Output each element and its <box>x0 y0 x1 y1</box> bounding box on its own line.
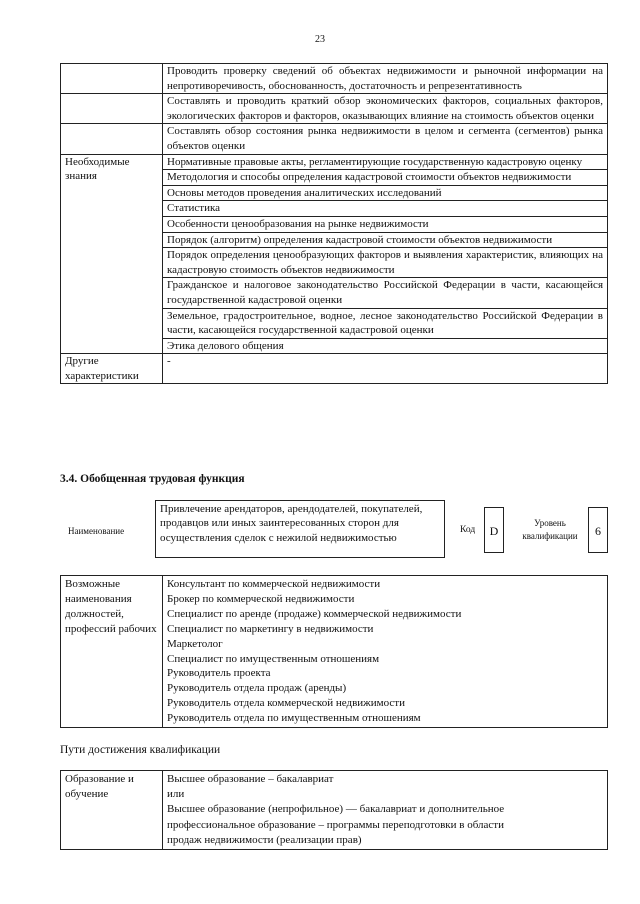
education-line: Высшее образование – бакалавриат <box>167 773 334 785</box>
positions-list <box>163 576 608 728</box>
knowledge-label: Необходимые знания <box>61 154 163 354</box>
list-item: Консультант по коммерческой недвижимости <box>167 578 381 590</box>
knowledge-cell: Этика делового общения <box>163 338 608 354</box>
knowledge-cell: Порядок (алгоритм) определения кадастровой стоимости объектов недвижимости <box>163 232 608 248</box>
knowledge-cell: Нормативные правовые акты, регламентирующие государственную кадастровую оценку <box>163 154 608 170</box>
positions-table <box>60 575 608 728</box>
knowledge-cell: Гражданское и налоговое законодательство Российской Федерации в части, касающейся государственной кадастровой оценки <box>163 278 608 308</box>
education-line: продаж недвижимости (реализации прав) <box>167 833 362 846</box>
list-item: Специалист по маркетингу в недвижимости <box>167 622 374 635</box>
table-row <box>61 771 608 850</box>
code-label: Код <box>460 525 476 535</box>
empty-label-cell <box>61 94 163 124</box>
education-line: профессиональное образование – программы переподготовки в области <box>167 818 504 831</box>
table-row <box>61 94 608 124</box>
list-item: Руководитель отдела по имущественным отношениям <box>167 712 421 725</box>
list-item: Маркетолог <box>167 637 223 650</box>
code-value: D <box>484 507 504 553</box>
list-item: Специалист по аренде (продаже) коммерческой недвижимости <box>167 607 462 620</box>
paths-heading: Пути достижения квалификации <box>60 744 221 756</box>
table-row <box>61 124 608 154</box>
name-label: Наименование <box>68 526 125 536</box>
list-item: Специалист по имущественным отношениям <box>167 652 380 665</box>
other-characteristics-value: - <box>163 354 608 384</box>
list-item: Руководитель отдела коммерческой недвижимости <box>167 697 405 710</box>
positions-label: Возможные наименования должностей, профессий рабочих <box>61 576 163 728</box>
list-item: Руководитель отдела продаж (аренды) <box>167 682 347 695</box>
education-table <box>60 770 608 850</box>
function-name: Привлечение арендаторов, арендодателей, покупателей, продавцов или иных заинтересованных сторон для осуществления сделок с нежилой недвижимостью <box>155 500 445 558</box>
knowledge-cell: Порядок определения ценообразующих факторов и выявления характеристик, влияющих на кадастровую стоимость объектов недвижимости <box>163 248 608 278</box>
education-line: или <box>167 788 185 801</box>
list-item: Брокер по коммерческой недвижимости <box>167 592 355 605</box>
qualification-level-label: Уровень квалификации <box>522 518 578 541</box>
function-header <box>60 500 608 562</box>
skill-cell: Составлять обзор состояния рынка недвижимости в целом и сегмента (сегментов) рынка объектов оценки <box>163 124 608 154</box>
list-item: Руководитель проекта <box>167 667 271 680</box>
section-title: 3.4. Обобщенная трудовая функция <box>60 473 245 485</box>
empty-label-cell <box>61 124 163 154</box>
knowledge-cell: Особенности ценообразования на рынке недвижимости <box>163 216 608 232</box>
skills-knowledge-table <box>60 63 608 384</box>
knowledge-cell: Земельное, градостроительное, водное, лесное законодательство Российской Федерации в части, касающейся государственной кадастровой оценки <box>163 308 608 338</box>
skill-cell: Составлять и проводить краткий обзор экономических факторов, социальных факторов, экологических факторов и факторов, оказывающих влияние на стоимость объектов оценки <box>163 94 608 124</box>
table-row <box>61 154 608 170</box>
table-row <box>61 576 608 728</box>
table-row <box>61 64 608 94</box>
knowledge-cell: Статистика <box>163 201 608 217</box>
knowledge-cell: Основы методов проведения аналитических исследований <box>163 185 608 201</box>
skill-cell: Проводить проверку сведений об объектах недвижимости и рыночной информации на непротиворечивость, обоснованность, достаточность и репрезентативность <box>163 64 608 94</box>
other-characteristics-label: Другие характеристики <box>61 354 163 384</box>
page-number: 23 <box>315 34 325 45</box>
education-label: Образование и обучение <box>61 771 163 850</box>
education-value <box>163 771 608 850</box>
table-row <box>61 354 608 384</box>
qualification-level-value: 6 <box>588 507 608 553</box>
knowledge-cell: Методология и способы определения кадастровой стоимости объектов недвижимости <box>163 170 608 186</box>
education-line: Высшее образование (непрофильное) — бакалавриат и дополнительное <box>167 803 505 816</box>
empty-label-cell <box>61 64 163 94</box>
